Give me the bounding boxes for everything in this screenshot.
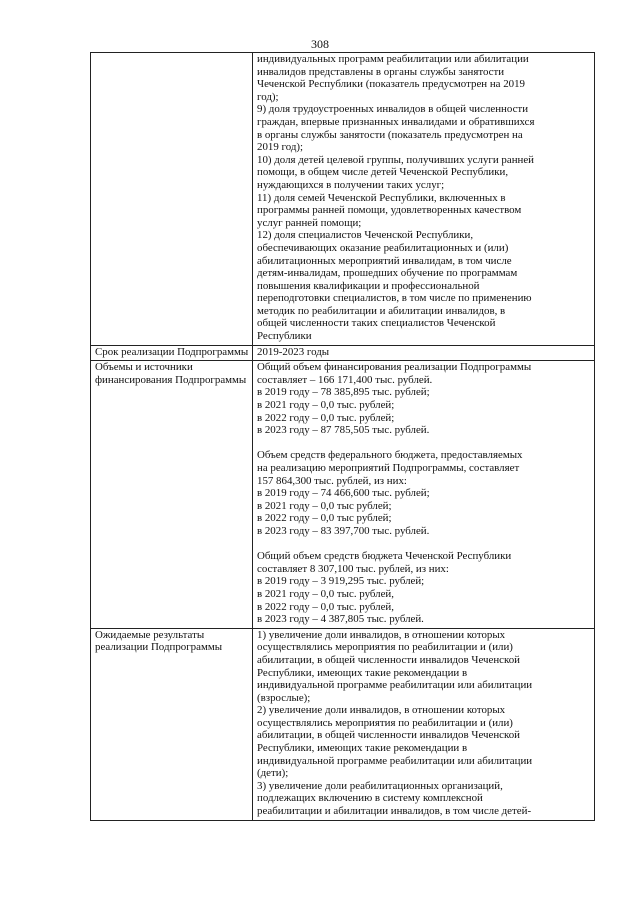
text-line: детям-инвалидам, прошедших обучение по программам [257, 267, 518, 280]
row-label [91, 53, 253, 346]
row-content [253, 361, 595, 628]
text-line: 2019 год); [257, 141, 304, 154]
text-line: в 2022 году – 0,0 тыс рублей; [257, 512, 392, 525]
text-line: граждан, впервые признанных инвалидами и обратившихся [257, 115, 535, 128]
text-line: в 2019 году – 74 466,600 тыс. рублей; [257, 487, 430, 500]
text-line: (дети); [257, 767, 289, 780]
text-line: составляет 8 307,100 тыс. рублей, из них: [257, 562, 449, 575]
table-row [91, 345, 595, 361]
text-line: (взрослые); [257, 691, 311, 704]
text-line: индивидуальной программе реабилитации или абилитации [257, 679, 533, 692]
text-line: обеспечивающих оказание реабилитационных и (или) [257, 241, 509, 254]
text-line [257, 538, 591, 551]
subprogram-passport-table [90, 52, 595, 821]
text-line: повышения квалификации и профессиональной [257, 279, 480, 292]
text-line: Объем средств федерального бюджета, предоставляемых [257, 449, 523, 462]
text-line: в 2023 году – 87 785,505 тыс. рублей. [257, 424, 430, 437]
table-row [91, 628, 595, 820]
row-content [253, 345, 595, 361]
row-content [253, 628, 595, 820]
text-line: Республики, имеющих такие рекомендации в [257, 666, 468, 679]
text-line: индивидуальной программе реабилитации или абилитации [257, 754, 533, 767]
text-line: в 2023 году – 83 397,700 тыс. рублей. [257, 524, 430, 537]
text-line: индивидуальных программ реабилитации или абилитации [257, 53, 529, 65]
text-line: Общий объем финансирования реализации Подпрограммы [257, 361, 532, 374]
text-line: Чеченской Республики (показатель предусмотрен на 2019 [257, 78, 525, 91]
text-line: 3) увеличение доли реабилитационных организаций, [257, 779, 503, 792]
text-line: переподготовки специалистов, в том числе по применению [257, 292, 532, 305]
text-line: Республики [257, 330, 312, 343]
text-line: в 2021 году – 0,0 тыс. рублей; [257, 399, 395, 412]
text-line: инвалидов представлены в органы службы занятости [257, 65, 505, 78]
text-line: нуждающихся в получении таких услуг; [257, 178, 445, 191]
row-label: Срок реализации Подпрограммы [91, 345, 253, 361]
text-line: абилитационных мероприятий инвалидам, в том числе [257, 254, 512, 267]
text-line: в 2023 году – 4 387,805 тыс. рублей. [257, 613, 424, 626]
row-label: Объемы и источники финансирования Подпрограммы [91, 361, 253, 628]
text-line: методик по реабилитации и абилитации инвалидов, в [257, 304, 506, 317]
text-line: 157 864,300 тыс. рублей, из них: [257, 474, 407, 487]
text-line: 2019-2023 годы [257, 345, 330, 358]
text-line: Общий объем средств бюджета Чеченской Республики [257, 550, 512, 563]
text-line: подлежащих включению в систему комплексной [257, 792, 483, 805]
text-line: помощи, в общем числе детей Чеченской Республики, [257, 166, 509, 179]
text-line: Республики, имеющих такие рекомендации в [257, 742, 468, 755]
text-line: в органы службы занятости (показатель предусмотрен на [257, 128, 523, 141]
text-line: абилитации, в общей численности инвалидов Чеченской [257, 729, 520, 742]
text-line: в 2022 году – 0,0 тыс. рублей, [257, 600, 394, 613]
text-line: на реализацию мероприятий Подпрограммы, составляет [257, 462, 520, 474]
text-line: реабилитации и абилитации инвалидов, в том числе детей- [257, 805, 532, 818]
text-line: общей численности таких специалистов Чеченской [257, 317, 496, 330]
text-line: 10) доля детей целевой группы, получивших услуги ранней [257, 153, 535, 166]
table-row [91, 53, 595, 346]
text-line: составляет – 166 171,400 тыс. рублей. [257, 373, 433, 386]
text-line: абилитации, в общей численности инвалидов Чеченской [257, 653, 520, 666]
row-label: Ожидаемые результаты реализации Подпрограммы [91, 628, 253, 820]
text-line: 1) увеличение доли инвалидов, в отношении которых [257, 628, 506, 641]
text-line: 9) доля трудоустроенных инвалидов в общей численности [257, 103, 529, 116]
text-line: осуществлялись мероприятия по реабилитации и (или) [257, 641, 513, 654]
text-line: 2) увеличение доли инвалидов, в отношении которых [257, 704, 506, 717]
row-content [253, 53, 595, 346]
text-line: услуг ранней помощи; [257, 216, 362, 229]
text-line: осуществлялись мероприятия по реабилитации и (или) [257, 716, 513, 729]
text-line: 12) доля специалистов Чеченской Республики, [257, 229, 474, 242]
text-line: в 2021 году – 0,0 тыс. рублей, [257, 587, 394, 600]
text-line: год); [257, 90, 279, 103]
page-number: 308 [311, 37, 329, 51]
text-line: 11) доля семей Чеченской Республики, включенных в [257, 191, 506, 204]
text-line: в 2019 году – 3 919,295 тыс. рублей; [257, 575, 425, 588]
text-line: в 2019 году – 78 385,895 тыс. рублей; [257, 386, 430, 399]
table-row [91, 361, 595, 628]
text-line: программы ранней помощи, удовлетворенных качеством [257, 204, 522, 217]
text-line: в 2021 году – 0,0 тыс рублей; [257, 499, 392, 512]
text-line: в 2022 году – 0,0 тыс. рублей; [257, 411, 395, 424]
text-line [257, 437, 591, 450]
